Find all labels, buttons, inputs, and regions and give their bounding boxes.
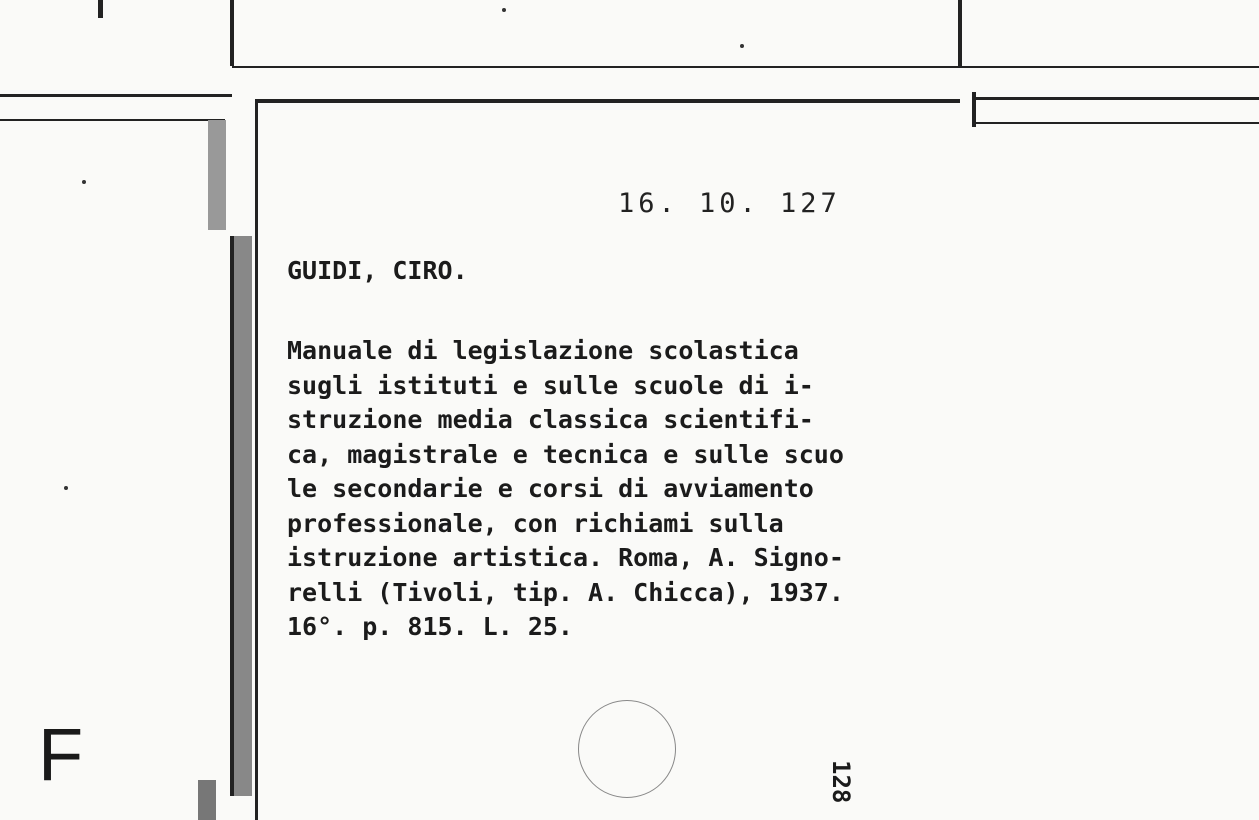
right-top-edge <box>975 97 1259 100</box>
speck <box>82 180 86 184</box>
corner-letter: F <box>38 713 84 796</box>
top-border-line <box>0 94 232 97</box>
side-number: 128 <box>827 760 855 804</box>
description-line: le secondarie e corsi di avviamento <box>287 474 814 503</box>
author-heading: GUIDI, CIRO. <box>287 256 468 285</box>
speck <box>740 44 744 48</box>
left-vertical-top <box>230 0 234 66</box>
description-line: istruzione artistica. Roma, A. Signo- <box>287 543 844 572</box>
speck <box>64 486 68 490</box>
card-left-edge <box>255 99 258 820</box>
right-top-edge-2 <box>975 122 1259 124</box>
speck <box>502 8 506 12</box>
description-line: ca, magistrale e tecnica e sulle scuo <box>287 439 844 469</box>
left-vertical-edge <box>230 236 234 796</box>
left-upper-strip <box>208 120 226 230</box>
description-line: 16°. p. 815. L. 25. <box>287 612 573 641</box>
punch-hole <box>578 700 676 798</box>
top-border-line-2 <box>0 119 225 121</box>
description-line: professionale, con richiami sulla <box>287 508 784 538</box>
right-marker <box>972 92 976 127</box>
top-divider <box>232 66 1259 68</box>
description-line: struzione media classica scientifi- <box>287 405 814 434</box>
card-top-edge <box>255 99 960 103</box>
left-bottom-strip <box>198 780 216 820</box>
left-vertical-strip <box>232 236 252 796</box>
right-vertical-line <box>958 0 962 66</box>
description-line: Manuale di legislazione scolastica <box>287 336 799 365</box>
description-line: sugli istituti e sulle scuole di i- <box>287 370 814 400</box>
description-text <box>287 334 987 645</box>
top-left-mark <box>98 0 103 18</box>
card-number: 16. 10. 127 <box>618 188 841 219</box>
description-line: relli (Tivoli, tip. A. Chicca), 1937. <box>287 577 844 607</box>
